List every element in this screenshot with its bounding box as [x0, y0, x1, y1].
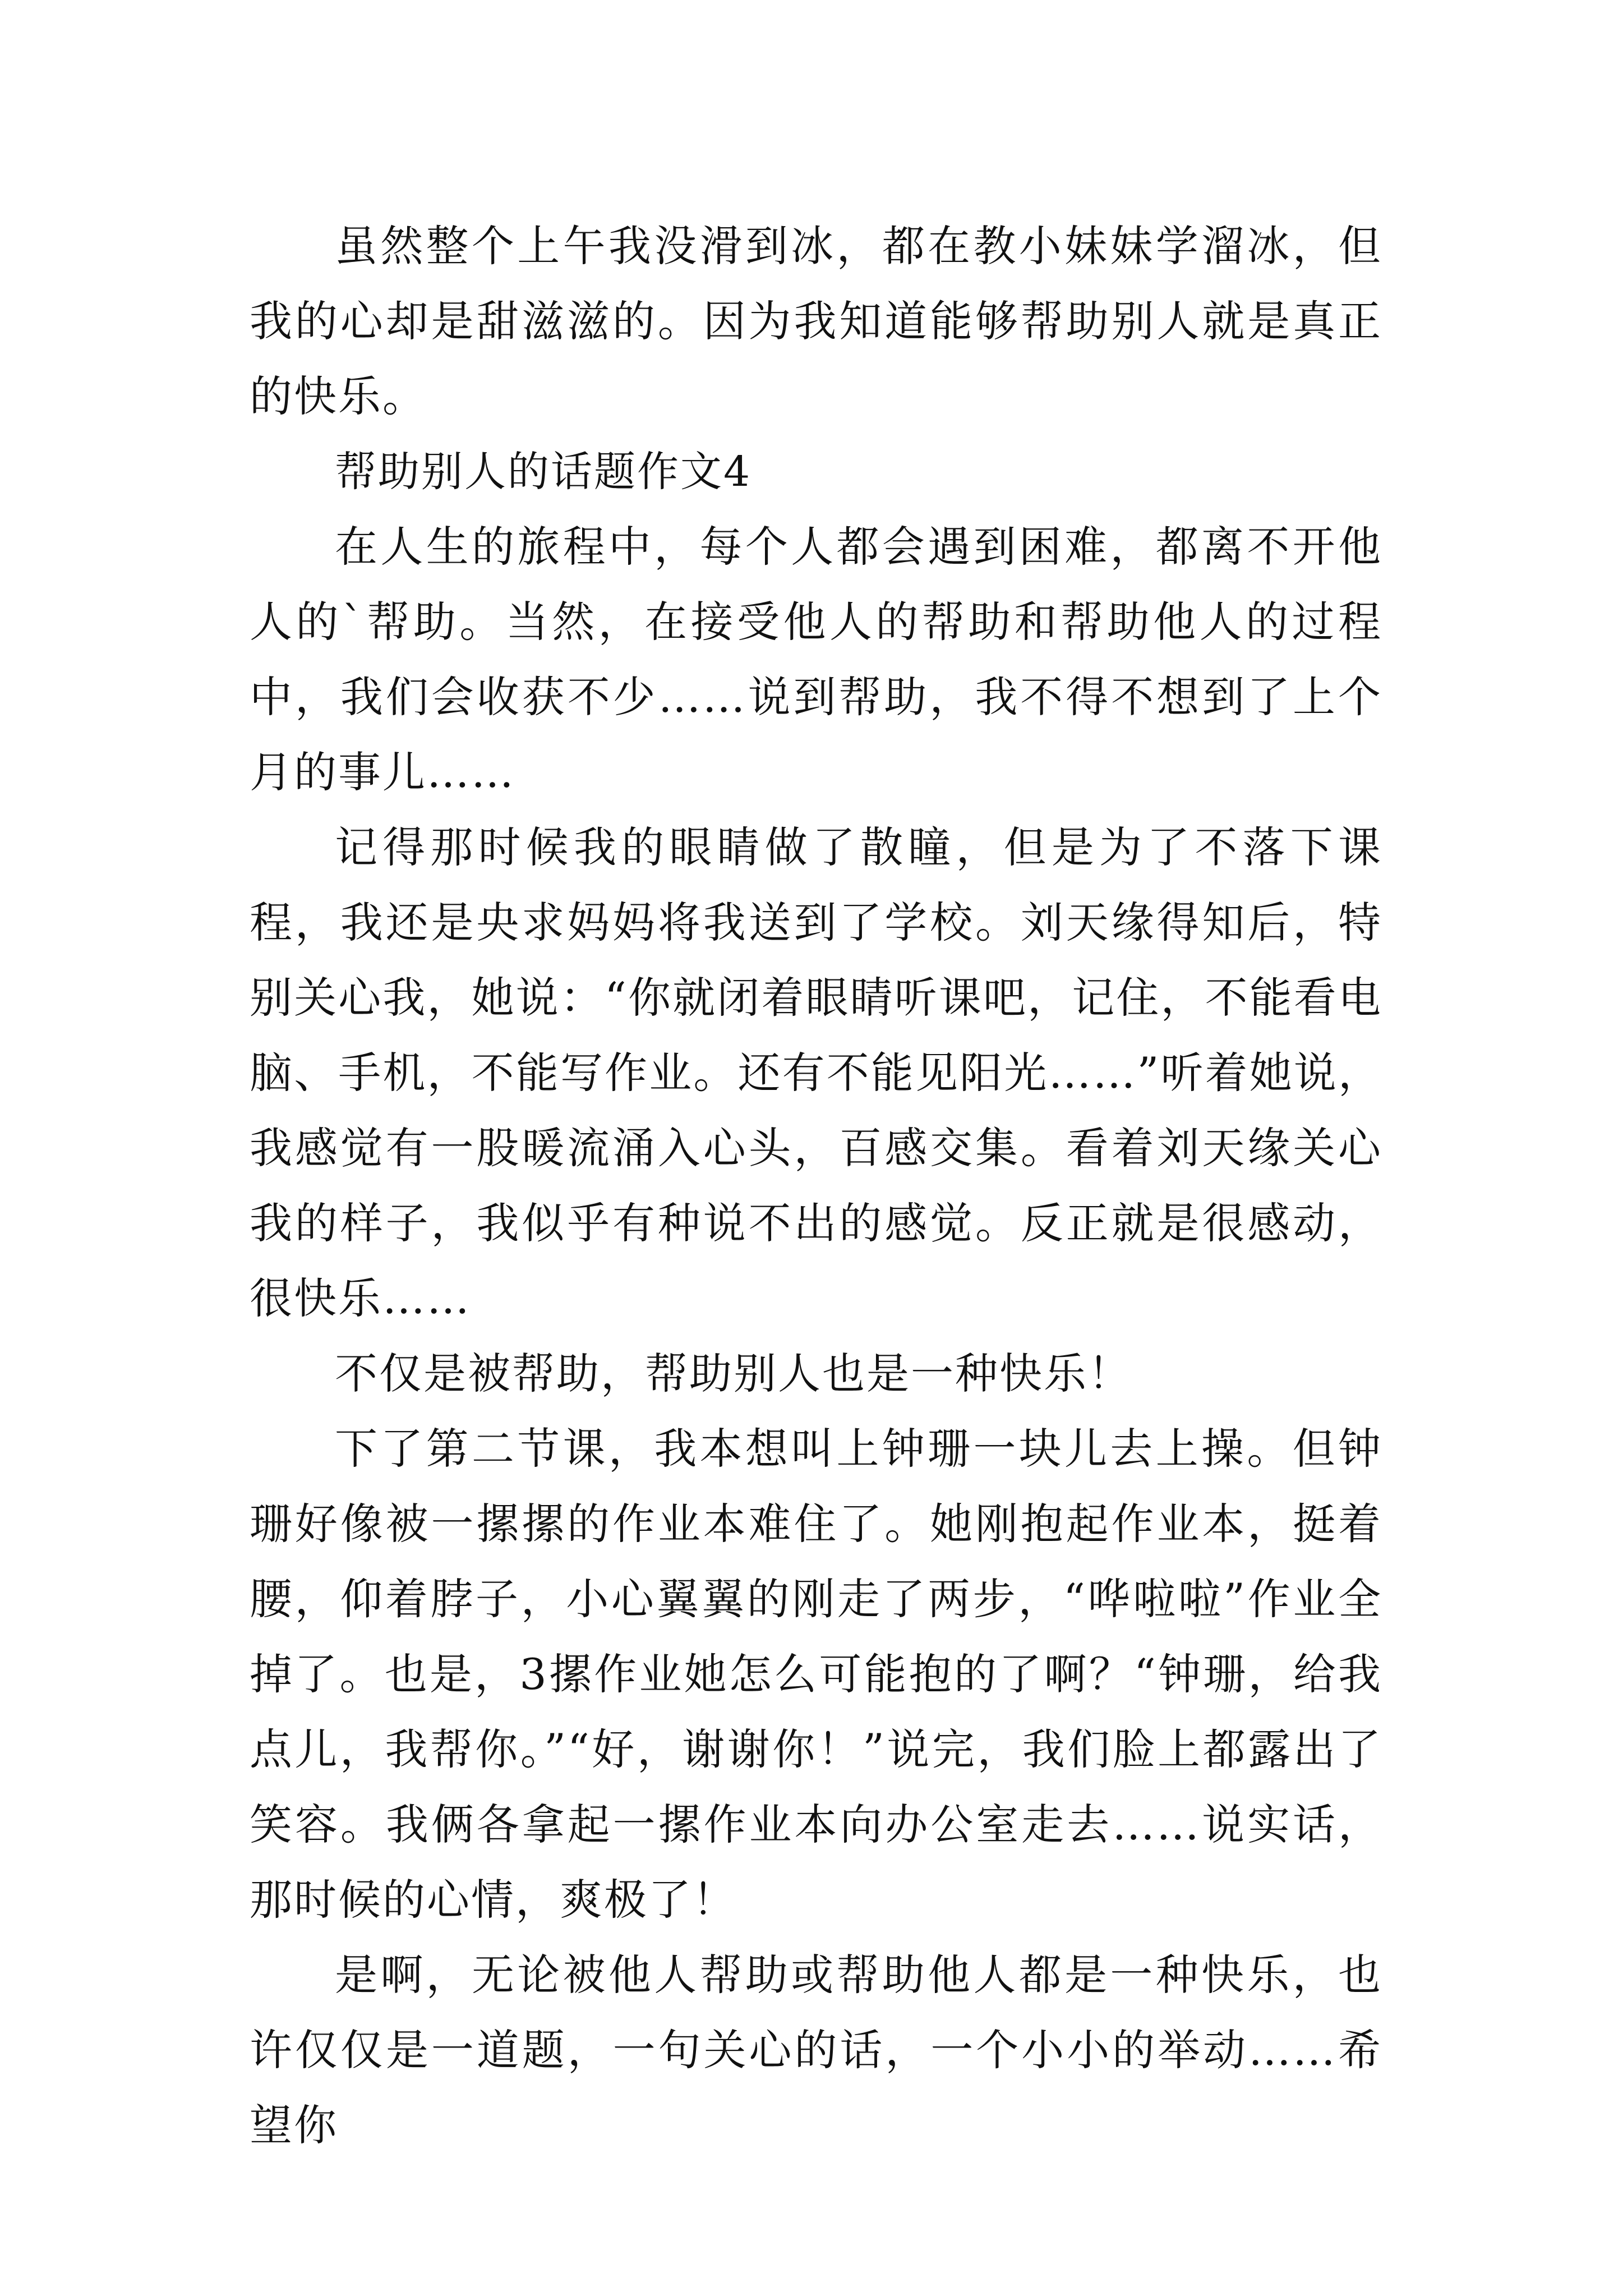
- paragraph-intro: 在人生的旅程中，每个人都会遇到困难，都离不开他人的`帮助。当然，在接受他人的帮助和帮助他人的过程中，我们会收获不少……说到帮助，我不得不想到了上个月的事儿……: [250, 522, 1382, 797]
- paragraph-closing: 是啊，无论被他人帮助或帮助他人都是一种快乐，也许仅仅是一道题，一句关心的话，一个小小的举动……希望你: [250, 1950, 1382, 2150]
- paragraph-homework-story: 下了第二节课，我本想叫上钟珊一块儿去上操。但钟珊好像被一摞摞的作业本难住了。她刚抱起作业本，挺着腰，仰着脖子，小心翼翼的刚走了两步，“哗啦啦”作业全掉了。也是，3摞作业她怎么可能抱的了啊？“钟珊，给我点儿，我帮你。”“好，谢谢你！”说完，我们脸上都露出了笑容。我俩各拿起一摞作业本向办公室走去……说实话，那时候的心情，爽极了！: [250, 1424, 1382, 1925]
- essay-body: [250, 209, 1382, 2163]
- paragraph-transition: 不仅是被帮助，帮助别人也是一种快乐！: [335, 1349, 1132, 1398]
- paragraph-skating-conclusion: 虽然整个上午我没滑到冰，都在教小妹妹学溜冰，但我的心却是甜滋滋的。因为我知道能够帮助别人就是真正的快乐。: [250, 221, 1382, 421]
- essay-title-4: 帮助别人的话题作文4: [335, 448, 752, 496]
- paragraph-eye-story: 记得那时候我的眼睛做了散瞳，但是为了不落下课程，我还是央求妈妈将我送到了学校。刘天缘得知后，特别关心我，她说：“你就闭着眼睛听课吧，记住，不能看电脑、手机，不能写作业。还有不能见阳光……”听着她说，我感觉有一股暖流涌入心头，百感交集。看着刘天缘关心我的样子，我似乎有种说不出的感觉。反正就是很感动，很快乐……: [250, 822, 1382, 1323]
